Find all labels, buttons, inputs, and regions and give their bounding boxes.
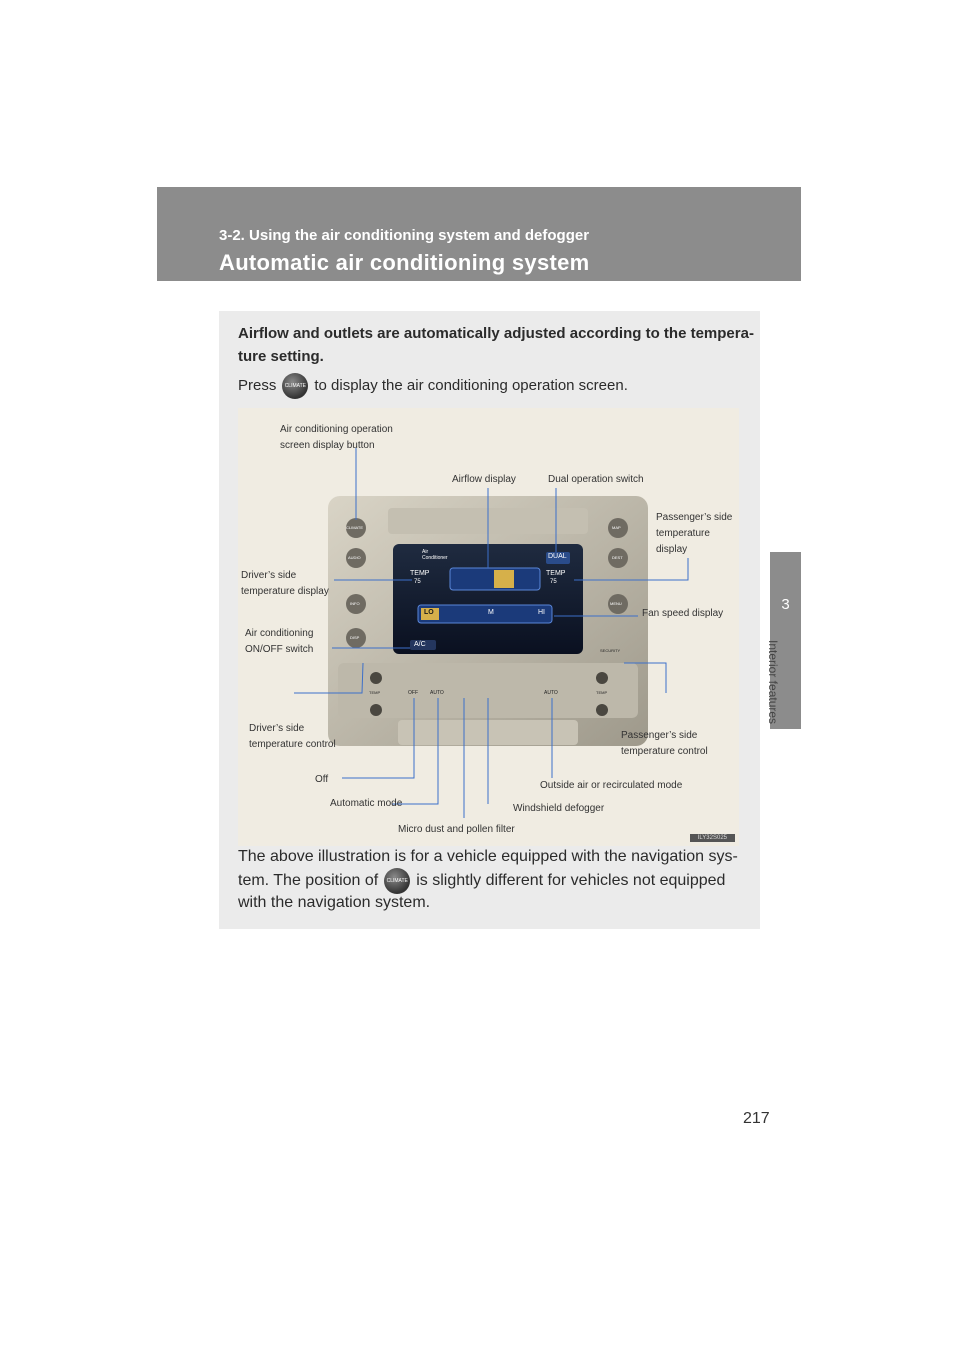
dest-btn-text: DEST — [612, 555, 623, 560]
auto-left-btn-text: AUTO — [430, 690, 444, 696]
page-title: Automatic air conditioning system — [219, 250, 590, 275]
driver-temp-display-label: Driver’s side temperature display — [241, 570, 329, 597]
press-instruction — [238, 373, 628, 399]
passenger-temp-btn-text: TEMP — [596, 690, 608, 695]
driver-temp-control-label: Driver’s side temperature control — [249, 723, 336, 750]
driver-temp-value: 75 — [414, 579, 421, 585]
menu-btn-text: MENU — [610, 601, 622, 606]
ac-switch-label: Air conditioning ON/OFF switch — [245, 628, 314, 655]
figure-id-tag: ILY32S025 — [690, 834, 735, 842]
fan-hi: HI — [538, 609, 545, 616]
passenger-temp-label: TEMP — [546, 570, 566, 577]
section-heading: 3-2. Using the air conditioning system and defogger — [219, 227, 590, 244]
outro-line-3: with the navigation system. — [238, 894, 431, 911]
airflow-label: Airflow display — [452, 474, 516, 485]
dual-label: Dual operation switch — [548, 474, 644, 485]
console-text — [238, 408, 739, 846]
info-btn-text: INFO — [350, 601, 360, 606]
map-btn-text: MAP — [612, 525, 621, 530]
intro-line-2: ture setting. — [238, 348, 324, 365]
console-illustration — [238, 408, 739, 846]
fan-speed-label: Fan speed display — [642, 608, 724, 619]
outro-line-2: tem. The position of CLIMATE is slightly different for vehicles not equipped — [238, 868, 725, 894]
fan-lo: LO — [424, 609, 434, 616]
climate-btn-text: CLIMATE — [346, 525, 364, 530]
temp-btn-text: TEMP — [369, 690, 381, 695]
intro-line-1: Airflow and outlets are automatically adjusted according to the tempera- — [238, 325, 754, 342]
passenger-temp-control-label: Passenger’s side temperature control — [621, 730, 708, 757]
automatic-mode-label: Automatic mode — [330, 798, 403, 809]
page-number: 217 — [743, 1110, 770, 1127]
outro-line-1: The above illustration is for a vehicle equipped with the navigation sys- — [238, 848, 738, 865]
off-btn-text: OFF — [408, 690, 418, 696]
passenger-temp-display-label: Passenger’s side temperature display — [656, 512, 733, 555]
windshield-defogger-label: Windshield defogger — [513, 803, 605, 814]
chapter-label: Interior features — [766, 640, 780, 725]
auto-right-btn-text: AUTO — [544, 690, 558, 696]
dual-button-text: DUAL — [548, 553, 567, 560]
off-label: Off — [315, 774, 329, 785]
screen-title: Air Conditioner — [422, 549, 448, 561]
press-text: Press — [238, 376, 277, 394]
press-text-after: to display the air conditioning operation screen. — [314, 376, 628, 394]
filter-label: Micro dust and pollen filter — [398, 824, 515, 835]
ac-text: A/C — [414, 641, 426, 648]
climate-button-icon-inline: CLIMATE — [384, 868, 410, 894]
outside-air-label: Outside air or recirculated mode — [540, 780, 683, 791]
passenger-temp-value: 75 — [550, 579, 557, 585]
screen-button-label: Air conditioning operation screen display button — [280, 424, 393, 451]
chapter-number: 3 — [781, 596, 790, 613]
driver-temp-label: TEMP — [410, 570, 430, 577]
audio-btn-text: AUDIO — [348, 555, 361, 560]
disp-btn-text: DISP — [350, 635, 360, 640]
fan-m: M — [488, 609, 494, 616]
climate-button-icon: CLIMATE — [282, 373, 308, 399]
security-text: SECURITY — [600, 648, 621, 653]
